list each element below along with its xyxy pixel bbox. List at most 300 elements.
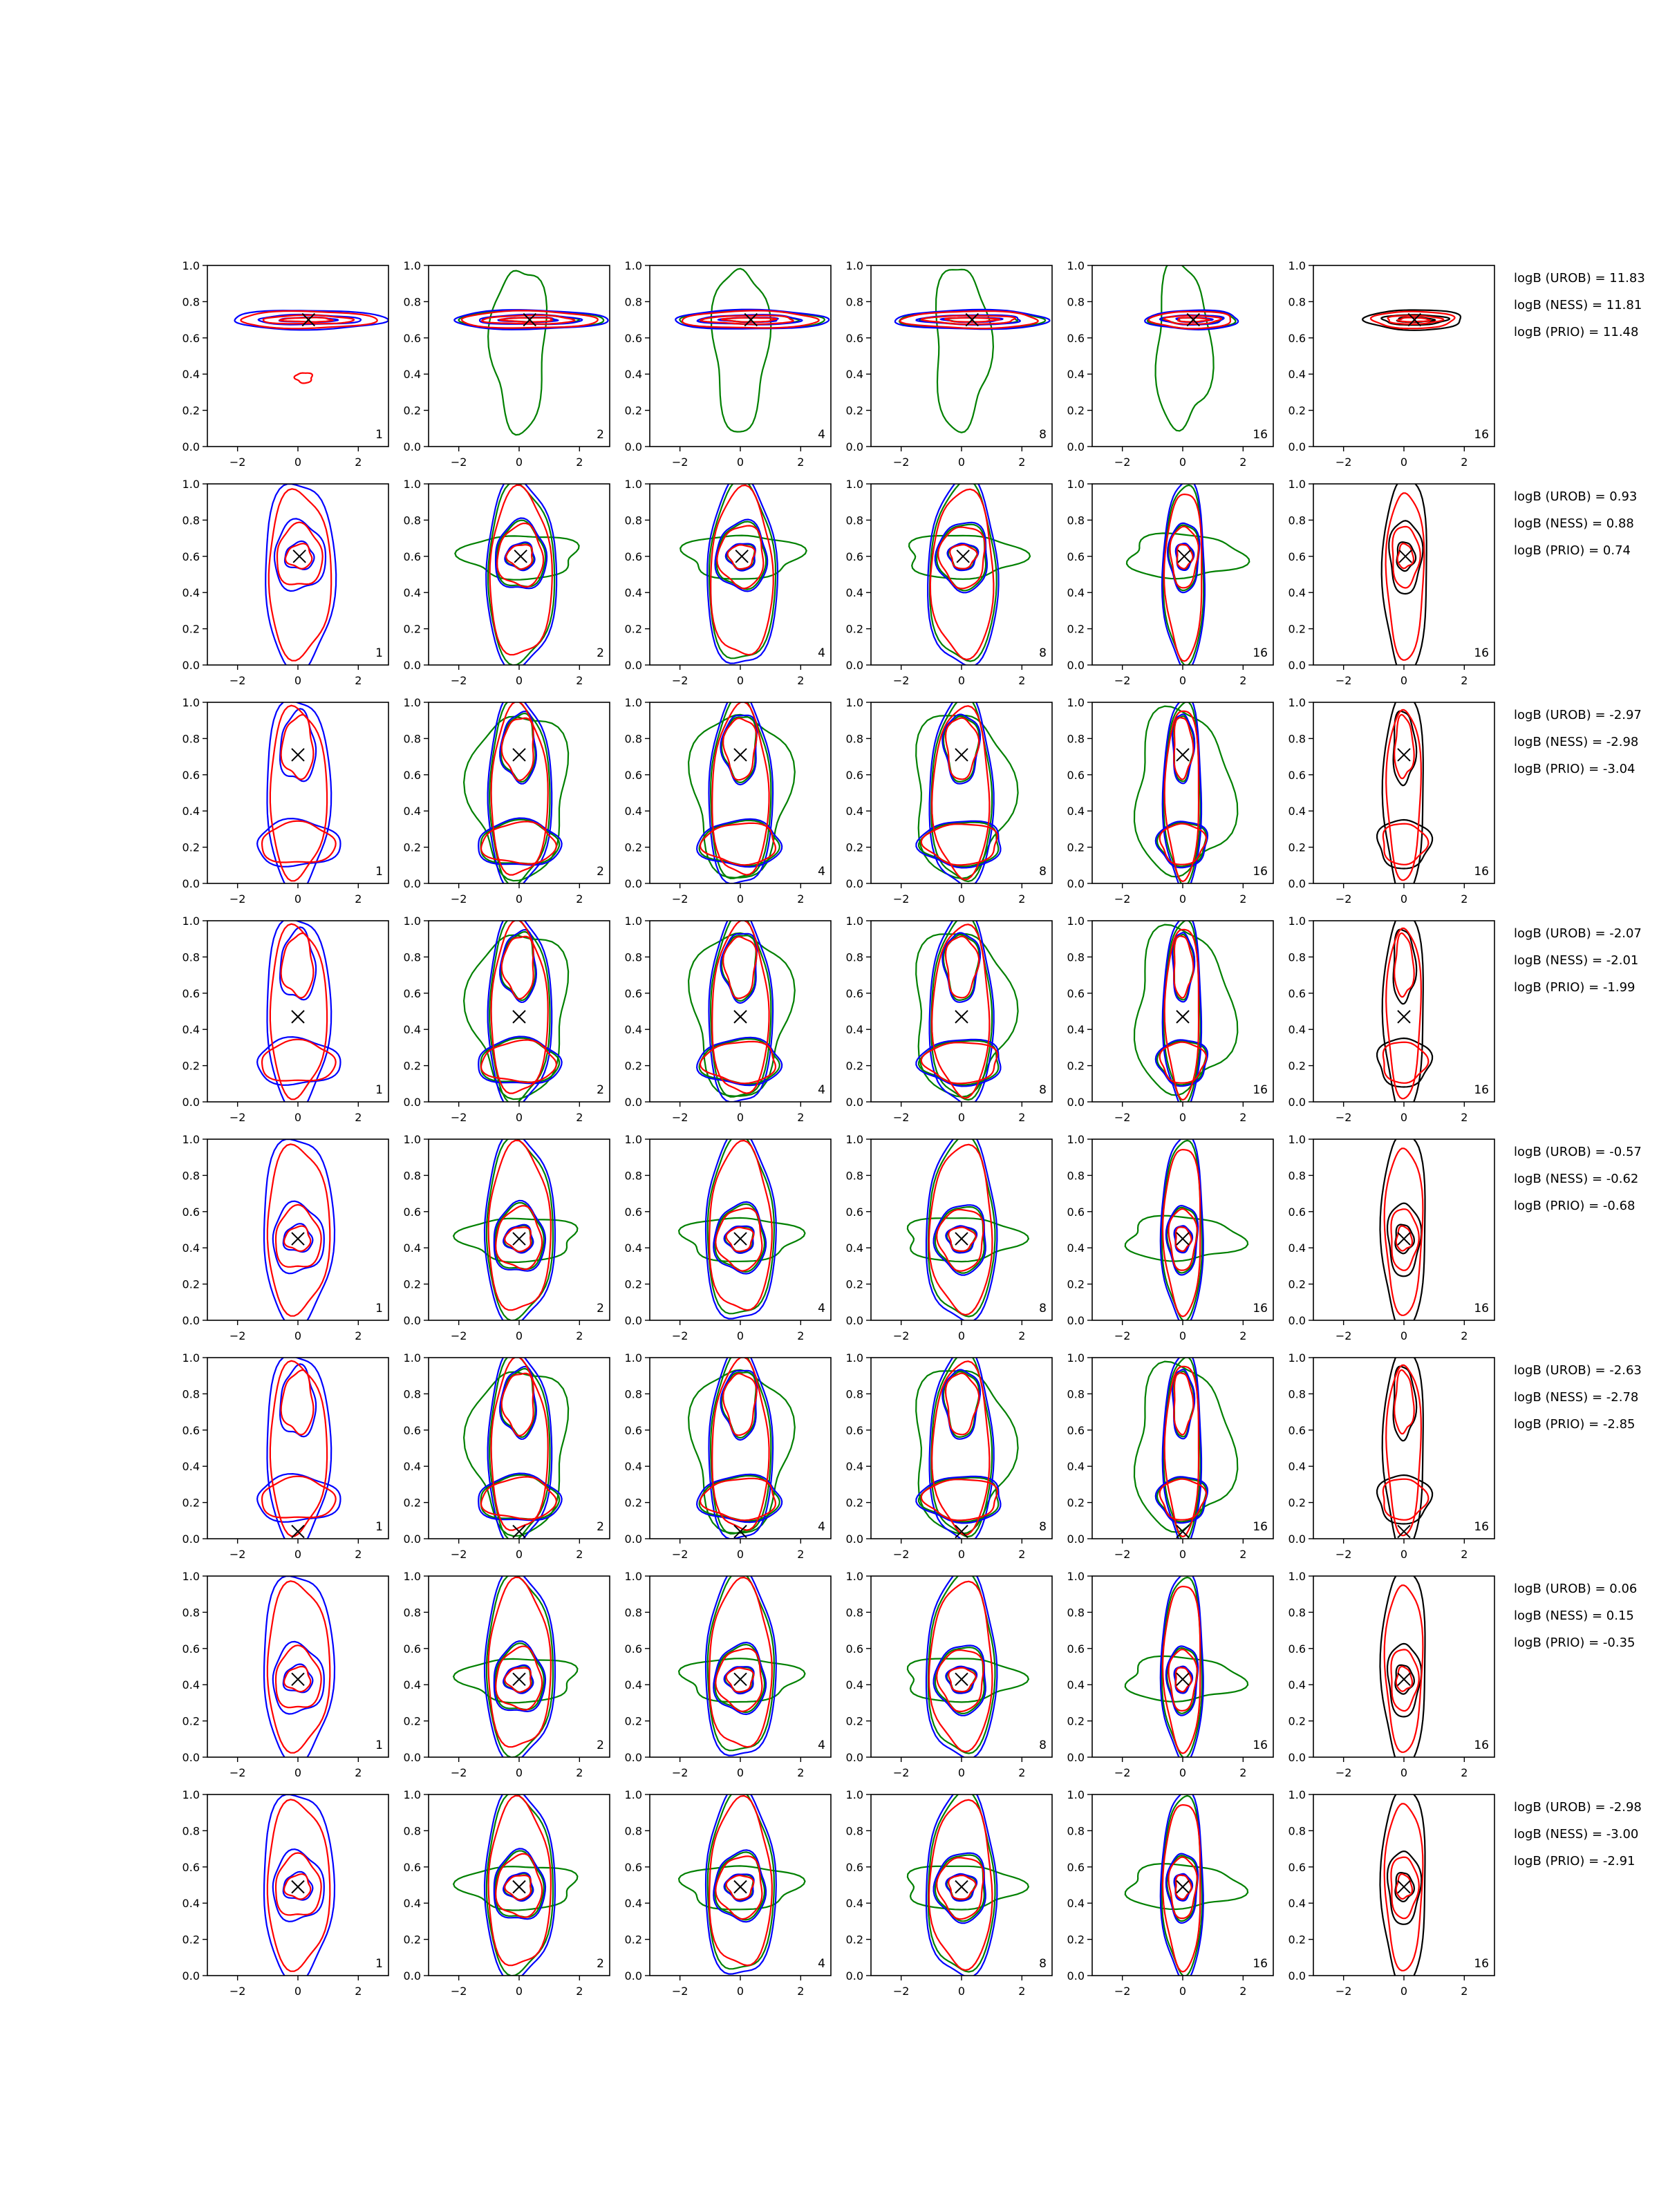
x-tick-label: 0	[1179, 1111, 1187, 1124]
true-value-marker	[1177, 1673, 1189, 1685]
x-tick-label: −2	[450, 1111, 467, 1124]
axes-frame	[429, 484, 610, 665]
x-tick-label: 2	[1239, 1111, 1247, 1124]
contour-panel	[1067, 915, 1273, 1124]
panel-label: 2	[597, 1302, 604, 1315]
contour-lines	[1380, 1134, 1425, 1333]
y-tick-label: 0.2	[624, 1059, 642, 1073]
y-tick-label: 0.2	[1067, 622, 1085, 636]
panel-label: 8	[1039, 1083, 1047, 1097]
axes-frame	[650, 1358, 831, 1539]
panel-label: 2	[597, 1738, 604, 1752]
contour-lines	[1380, 1571, 1425, 1770]
prio-contour	[453, 1219, 577, 1262]
panel-label: 16	[1253, 1957, 1268, 1971]
x-tick-label: 0	[1400, 456, 1408, 469]
y-tick-label: 1.0	[845, 1570, 863, 1583]
y-tick-label: 0.0	[1067, 877, 1085, 890]
true-value-marker	[292, 1526, 304, 1538]
prio-contour	[936, 270, 993, 433]
logb-annotation: logB (NESS) = -2.78	[1514, 1390, 1639, 1405]
contour-panel	[1288, 1133, 1494, 1342]
panel-label: 4	[818, 646, 825, 660]
contour-lines	[257, 1356, 340, 1550]
contour-panel	[1288, 695, 1494, 906]
contour-panel	[404, 259, 610, 469]
x-tick-label: 0	[294, 892, 302, 906]
x-tick-label: 0	[294, 1766, 302, 1779]
contour-panel	[846, 1566, 1052, 1779]
axes-frame	[429, 1794, 610, 1976]
axes-frame	[1313, 1139, 1494, 1320]
prio-contour	[464, 1372, 568, 1537]
contour-panel	[846, 1130, 1052, 1342]
x-tick-label: −2	[229, 456, 246, 469]
contour-lines	[908, 1566, 1029, 1759]
x-tick-label: −2	[450, 892, 467, 906]
contour-panel	[1067, 1788, 1273, 1998]
true-value-marker	[955, 1673, 968, 1685]
y-tick-label: 0.4	[1288, 1897, 1306, 1911]
panel-label: 8	[1039, 1957, 1047, 1971]
y-tick-label: 0.6	[182, 1642, 200, 1656]
x-tick-label: 0	[736, 674, 744, 687]
y-tick-label: 0.2	[845, 622, 863, 636]
y-tick-label: 0.6	[1288, 1423, 1306, 1437]
true-value-marker	[735, 550, 748, 563]
axes-frame	[871, 702, 1052, 883]
panel-label: 2	[597, 1520, 604, 1534]
contour-row	[182, 1784, 1642, 1998]
y-tick-label: 0.0	[403, 1969, 421, 1983]
prio-contour	[1134, 706, 1237, 877]
y-tick-label: 0.8	[182, 950, 200, 964]
y-tick-label: 0.2	[845, 841, 863, 854]
y-tick-label: 0.6	[624, 1642, 642, 1656]
x-tick-label: 2	[797, 674, 805, 687]
axes-frame	[207, 484, 388, 665]
y-tick-label: 0.4	[1067, 1897, 1085, 1911]
y-tick-label: 0.8	[1067, 514, 1085, 527]
contour-lines	[895, 270, 1050, 433]
panel-label: 4	[818, 1738, 825, 1752]
logb-annotation: logB (PRIO) = -3.04	[1514, 762, 1635, 776]
y-tick-label: 1.0	[182, 1351, 200, 1365]
true-value-marker	[1398, 749, 1410, 761]
y-tick-label: 0.8	[1067, 1824, 1085, 1838]
prio-contour	[455, 536, 579, 579]
x-tick-label: 2	[355, 1329, 362, 1342]
y-tick-label: 0.2	[182, 622, 200, 636]
x-tick-label: 2	[576, 1111, 583, 1124]
y-tick-label: 0.4	[1288, 1460, 1306, 1474]
ness-contour	[276, 1205, 321, 1267]
y-tick-label: 0.0	[182, 1969, 200, 1983]
y-tick-label: 0.2	[1288, 1277, 1306, 1291]
x-tick-label: −2	[892, 456, 910, 469]
y-tick-label: 0.6	[182, 986, 200, 1000]
axes-frame	[650, 702, 831, 883]
x-tick-label: 0	[1179, 456, 1187, 469]
contour-panel	[625, 474, 831, 687]
true-value-marker	[1177, 1232, 1189, 1245]
panel-label: 16	[1253, 646, 1268, 660]
axes-frame	[1313, 1794, 1494, 1976]
axes-frame	[429, 265, 610, 447]
contour-row	[182, 1345, 1642, 1561]
y-tick-label: 1.0	[1288, 1351, 1306, 1365]
x-tick-label: 2	[355, 674, 362, 687]
y-tick-label: 0.2	[403, 1714, 421, 1728]
x-tick-label: 2	[1239, 674, 1247, 687]
contour-panel	[182, 915, 388, 1124]
ness-contour	[276, 1645, 321, 1707]
ness-contour	[1386, 710, 1421, 880]
contour-lines	[264, 1794, 335, 1985]
contour-row	[182, 1566, 1638, 1779]
y-tick-label: 0.0	[1288, 440, 1306, 453]
axes-frame	[207, 1358, 388, 1539]
y-tick-label: 0.8	[624, 514, 642, 527]
y-tick-label: 0.8	[182, 1824, 200, 1838]
axes-frame	[1092, 265, 1273, 447]
y-tick-label: 0.6	[845, 1860, 863, 1874]
x-tick-label: −2	[1335, 1985, 1352, 1998]
axes-frame	[429, 921, 610, 1102]
y-tick-label: 1.0	[845, 915, 863, 928]
x-tick-label: 0	[515, 1766, 523, 1779]
contour-lines	[453, 1788, 577, 1982]
x-tick-label: 0	[1179, 1766, 1187, 1779]
y-tick-label: 0.8	[403, 1606, 421, 1620]
y-tick-label: 0.0	[845, 1969, 863, 1983]
contour-lines	[1134, 1351, 1237, 1546]
y-tick-label: 0.2	[403, 1933, 421, 1947]
axes-frame	[207, 1139, 388, 1320]
y-tick-label: 0.0	[1067, 1533, 1085, 1546]
x-tick-label: −2	[892, 1985, 910, 1998]
contour-panel	[1288, 914, 1494, 1124]
y-tick-label: 0.6	[403, 1423, 421, 1437]
y-tick-label: 0.4	[182, 1897, 200, 1911]
y-tick-label: 0.0	[1067, 1314, 1085, 1327]
axes-frame	[1313, 484, 1494, 665]
y-tick-label: 0.4	[1067, 1241, 1085, 1255]
contour-lines	[675, 269, 829, 432]
contour-lines	[679, 1784, 805, 1974]
y-tick-label: 0.8	[1067, 1169, 1085, 1183]
x-tick-label: 0	[1400, 1985, 1408, 1998]
y-tick-label: 0.2	[624, 404, 642, 418]
x-tick-label: 0	[1400, 674, 1408, 687]
logb-annotation: logB (NESS) = -0.62	[1514, 1172, 1639, 1186]
y-tick-label: 1.0	[1067, 1133, 1085, 1146]
y-tick-label: 0.0	[403, 1533, 421, 1546]
contour-lines	[679, 1566, 805, 1756]
y-tick-label: 0.0	[182, 659, 200, 672]
axes-frame	[871, 1794, 1052, 1976]
x-tick-label: −2	[1114, 1111, 1131, 1124]
contour-row	[182, 259, 1645, 469]
y-tick-label: 1.0	[403, 1570, 421, 1583]
x-tick-label: −2	[1335, 674, 1352, 687]
x-tick-label: 2	[1461, 674, 1468, 687]
panel-label: 8	[1039, 1738, 1047, 1752]
y-tick-label: 0.8	[845, 1387, 863, 1401]
y-tick-label: 0.8	[845, 514, 863, 527]
contour-lines	[1382, 479, 1427, 678]
y-tick-label: 0.2	[1288, 404, 1306, 418]
y-tick-label: 0.0	[182, 1314, 200, 1327]
y-tick-label: 0.8	[624, 950, 642, 964]
y-tick-label: 0.8	[845, 732, 863, 746]
axes-frame	[1092, 1358, 1273, 1539]
x-tick-label: 0	[1179, 1985, 1187, 1998]
y-tick-label: 0.0	[182, 440, 200, 453]
x-tick-label: −2	[450, 1766, 467, 1779]
y-tick-label: 0.2	[1288, 1714, 1306, 1728]
x-tick-label: 2	[797, 1548, 805, 1561]
prio-contour	[1125, 1864, 1248, 1909]
contour-panel	[182, 1570, 388, 1779]
y-tick-label: 0.0	[1288, 1533, 1306, 1546]
y-tick-label: 0.4	[1288, 1678, 1306, 1692]
y-tick-label: 1.0	[1067, 1570, 1085, 1583]
panel-label: 8	[1039, 646, 1047, 660]
logb-annotation: logB (PRIO) = -0.35	[1514, 1635, 1635, 1650]
contour-panel	[846, 474, 1052, 687]
y-tick-label: 1.0	[845, 1788, 863, 1801]
prio-contour	[488, 271, 547, 435]
contour-row	[182, 908, 1642, 1124]
y-tick-label: 0.4	[1067, 805, 1085, 818]
logb-annotation: logB (NESS) = 11.81	[1514, 298, 1642, 312]
x-tick-label: −2	[671, 674, 688, 687]
urob-contour	[280, 927, 316, 1000]
ness-contour	[277, 523, 323, 585]
y-tick-label: 0.4	[1288, 805, 1306, 818]
y-tick-label: 0.2	[403, 841, 421, 854]
y-tick-label: 0.0	[182, 877, 200, 890]
y-tick-label: 1.0	[1288, 259, 1306, 272]
y-tick-label: 0.8	[1067, 1606, 1085, 1620]
panel-label: 16	[1253, 865, 1268, 879]
panel-label: 16	[1474, 1957, 1489, 1971]
y-tick-label: 0.0	[182, 1533, 200, 1546]
contour-panel	[404, 477, 610, 687]
y-tick-label: 0.2	[624, 622, 642, 636]
axes-frame	[207, 702, 388, 883]
panel-label: 16	[1253, 1083, 1268, 1097]
contour-lines	[1125, 1135, 1248, 1327]
x-tick-label: 2	[1461, 1329, 1468, 1342]
prio-contour	[1134, 925, 1237, 1096]
contour-lines	[688, 690, 795, 883]
y-tick-label: 0.4	[182, 1460, 200, 1474]
x-tick-label: 0	[515, 674, 523, 687]
y-tick-label: 0.6	[1067, 768, 1085, 782]
x-tick-label: 0	[294, 674, 302, 687]
y-tick-label: 0.6	[845, 986, 863, 1000]
y-tick-label: 0.8	[845, 1169, 863, 1183]
y-tick-label: 0.6	[403, 986, 421, 1000]
x-tick-label: −2	[671, 892, 688, 906]
logb-annotation: logB (NESS) = -2.01	[1514, 953, 1639, 968]
y-tick-label: 0.2	[182, 1714, 200, 1728]
y-tick-label: 0.8	[845, 1606, 863, 1620]
true-value-marker	[293, 550, 306, 563]
logb-annotation: logB (PRIO) = -2.91	[1514, 1854, 1635, 1868]
y-tick-label: 0.4	[845, 805, 863, 818]
x-tick-label: 0	[1179, 892, 1187, 906]
y-tick-label: 1.0	[624, 915, 642, 928]
y-tick-label: 0.4	[1067, 586, 1085, 600]
true-value-marker	[955, 1232, 968, 1245]
y-tick-label: 0.8	[624, 732, 642, 746]
axes-frame	[207, 265, 388, 447]
x-tick-label: 0	[515, 1111, 523, 1124]
y-tick-label: 0.2	[624, 1496, 642, 1510]
y-tick-label: 0.6	[624, 331, 642, 345]
contour-panel	[1288, 1570, 1494, 1779]
y-tick-label: 0.2	[403, 1277, 421, 1291]
prio-contour	[1156, 261, 1214, 431]
y-tick-label: 0.6	[1288, 1860, 1306, 1874]
urob-contour	[280, 709, 316, 781]
x-tick-label: 2	[1461, 892, 1468, 906]
y-tick-label: 0.8	[845, 1824, 863, 1838]
y-tick-label: 0.4	[624, 1897, 642, 1911]
true-value-marker	[1398, 1011, 1410, 1023]
prio-contour	[1125, 1656, 1248, 1702]
x-tick-label: 0	[1400, 1111, 1408, 1124]
contour-lines	[1145, 261, 1238, 431]
panel-label: 2	[597, 1083, 604, 1097]
axes-frame	[871, 265, 1052, 447]
logb-annotation: logB (PRIO) = -2.85	[1514, 1417, 1635, 1432]
contour-lines	[464, 693, 568, 891]
y-tick-label: 0.0	[624, 1314, 642, 1327]
logb-annotation: logB (UROB) = -2.63	[1514, 1363, 1642, 1378]
panel-label: 16	[1253, 1302, 1268, 1315]
contour-lines	[1377, 695, 1432, 898]
y-tick-label: 1.0	[624, 1788, 642, 1801]
contour-panel	[404, 1349, 610, 1561]
panel-label: 4	[818, 1520, 825, 1534]
contour-lines	[453, 1132, 577, 1327]
x-tick-label: −2	[1335, 456, 1352, 469]
true-value-marker	[734, 1881, 747, 1893]
contour-panel	[625, 1566, 831, 1779]
y-tick-label: 0.8	[1288, 1824, 1306, 1838]
contour-panel	[404, 1569, 610, 1779]
x-tick-label: 0	[294, 1111, 302, 1124]
contour-panel	[182, 478, 388, 687]
y-tick-label: 0.0	[1288, 1751, 1306, 1764]
true-value-marker	[292, 1232, 304, 1245]
y-tick-label: 1.0	[1288, 915, 1306, 928]
y-tick-label: 0.2	[624, 1714, 642, 1728]
contour-lines	[265, 484, 336, 674]
contour-panel	[404, 693, 610, 906]
x-tick-label: 0	[736, 1985, 744, 1998]
y-tick-label: 0.2	[1288, 841, 1306, 854]
true-value-marker	[1177, 749, 1189, 761]
y-tick-label: 1.0	[403, 1133, 421, 1146]
x-tick-label: −2	[229, 1985, 246, 1998]
y-tick-label: 0.2	[1067, 404, 1085, 418]
x-tick-label: 2	[576, 1985, 583, 1998]
x-tick-label: 0	[1179, 1329, 1187, 1342]
y-tick-label: 0.4	[403, 368, 421, 382]
logb-annotation: logB (NESS) = -3.00	[1514, 1827, 1639, 1841]
logb-annotation: logB (UROB) = -2.07	[1514, 926, 1642, 941]
y-tick-label: 0.6	[1067, 1860, 1085, 1874]
logb-annotation: logB (NESS) = 0.88	[1514, 516, 1634, 531]
y-tick-label: 1.0	[1067, 696, 1085, 709]
prio-contour	[1134, 1362, 1237, 1533]
y-tick-label: 0.8	[845, 295, 863, 309]
x-tick-label: −2	[1335, 1111, 1352, 1124]
ness-contour	[294, 373, 312, 384]
ness-contour	[270, 924, 327, 1100]
y-tick-label: 0.2	[1288, 1059, 1306, 1073]
true-value-marker	[1177, 1881, 1189, 1893]
y-tick-label: 1.0	[624, 696, 642, 709]
y-tick-label: 1.0	[1067, 915, 1085, 928]
contour-lines	[455, 477, 579, 671]
x-tick-label: −2	[229, 1766, 246, 1779]
y-tick-label: 0.8	[845, 950, 863, 964]
y-tick-label: 0.4	[403, 1241, 421, 1255]
x-tick-label: −2	[450, 1329, 467, 1342]
y-tick-label: 0.8	[403, 950, 421, 964]
prio-contour	[464, 935, 568, 1100]
y-tick-label: 1.0	[403, 478, 421, 491]
x-tick-label: 2	[1018, 892, 1026, 906]
contour-panel	[625, 1129, 831, 1342]
true-value-marker	[513, 1673, 525, 1685]
y-tick-label: 0.2	[845, 1714, 863, 1728]
x-tick-label: 2	[797, 1111, 805, 1124]
ness-contour	[1386, 493, 1425, 660]
x-tick-label: 2	[355, 892, 362, 906]
y-tick-label: 0.6	[403, 1642, 421, 1656]
logb-annotation: logB (PRIO) = 11.48	[1514, 325, 1639, 339]
y-tick-label: 1.0	[1067, 1351, 1085, 1365]
y-tick-label: 0.0	[624, 440, 642, 453]
y-tick-label: 0.4	[845, 368, 863, 382]
x-tick-label: 2	[797, 456, 805, 469]
y-tick-label: 0.6	[403, 1860, 421, 1874]
x-tick-label: 2	[355, 1985, 362, 1998]
y-tick-label: 0.6	[182, 1860, 200, 1874]
y-tick-label: 0.0	[1067, 1096, 1085, 1109]
y-tick-label: 1.0	[182, 259, 200, 272]
y-tick-label: 0.2	[1067, 1496, 1085, 1510]
contour-lines	[454, 271, 608, 435]
ness-contour	[276, 1853, 321, 1915]
y-tick-label: 1.0	[182, 478, 200, 491]
ness-contour	[270, 706, 327, 881]
x-tick-label: −2	[671, 1766, 688, 1779]
y-tick-label: 0.0	[624, 1751, 642, 1764]
x-tick-label: 0	[957, 674, 966, 687]
true-value-marker	[1398, 1673, 1410, 1685]
y-tick-label: 0.4	[624, 586, 642, 600]
logb-annotation: logB (UROB) = 0.93	[1514, 489, 1638, 504]
logb-annotation: logB (UROB) = -0.57	[1514, 1145, 1642, 1159]
